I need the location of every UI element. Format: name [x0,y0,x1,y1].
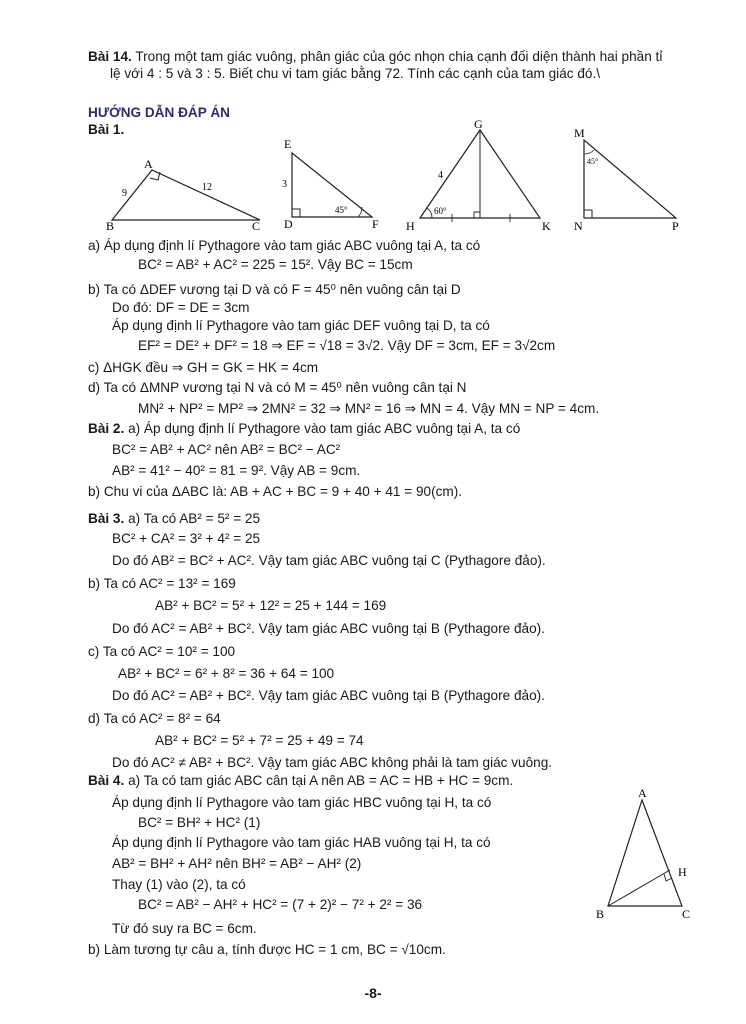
fig2-label-e: E [284,137,292,151]
fig1-side-ac: 12 [202,182,212,193]
bai1-a2: BC² = AB² + AC² = 225 = 15². Vậy BC = 15cm [138,257,413,272]
fig4-label-n: N [574,219,583,232]
fig3-label-g: G [474,118,483,131]
fig2-label-d: D [284,217,293,230]
fig4-label-m: M [574,126,585,140]
fig5-label-c: C [682,907,691,921]
bai1-b2: Do đó: DF = DE = 3cm [112,300,250,315]
bai2-b1: b) Chu vi của ΔABC là: AB + AC + BC = 9 + 40 + 41 = 90(cm). [88,484,463,499]
fig1-label-b: B [106,219,115,232]
figure-triangle-def [280,135,390,230]
bai4-a3: BC² = BH² + HC² (1) [138,815,261,830]
figure-triangle-hgk [400,118,560,234]
bai1-d2: MN² + NP² = MP² ⇒ 2MN² = 32 ⇒ MN² = 16 ⇒ MN = 4. Vậy MN = NP = 4cm. [138,401,600,416]
bai3-c1: c) Ta có AC² = 10² = 100 [88,644,236,659]
bai14-line1 [88,48,662,65]
bai1-b3: Áp dụng định lí Pythagore vào tam giác DEF vuông tại D, ta có [112,318,490,333]
fig3-label-k: K [542,219,551,233]
bai2-a3: AB² = 41² − 40² = 81 = 9². Vậy AB = 9cm. [112,463,361,478]
bai3-c3: Do đó AC² = AB² + BC². Vậy tam giác ABC vuông tại B (Pythagore đảo). [112,688,545,703]
bai4-a7: BC² = AB² − AH² + HC² = (7 + 2)² − 7² + 2² = 36 [138,897,423,912]
bai2-a1: a) Áp dụng định lí Pythagore vào tam giác ABC vuông tại A, ta có [128,421,521,436]
bai3-line1 [88,510,260,527]
fig3-angle: 60° [434,206,447,216]
fig5-label-h: H [678,865,687,879]
bai3-b1: b) Ta có AC² = 13² = 169 [88,576,236,591]
fig2-side-de: 3 [282,179,287,190]
bai1-c1: c) ΔHGK đều ⇒ GH = GK = HK = 4cm [88,360,319,375]
page-number: -8- [364,985,382,1001]
bai4-b1: b) Làm tương tự câu a, tính được HC = 1 cm, BC = √10cm. [88,942,446,957]
answer-heading: HƯỚNG DẪN ĐÁP ÁN [88,105,230,120]
fig1-side-ab: 9 [122,188,127,199]
bai3-a1: a) Ta có AB² = 5² = 25 [128,511,261,526]
figure-triangle-mnp [572,124,692,232]
bai14-text1: Trong một tam giác vuông, phân giác của góc nhọn chia cạnh đối diện thành hai phần tỉ [135,49,663,64]
bai4-label: Bài 4. [88,773,125,788]
bai1-a1: a) Áp dụng định lí Pythagore vào tam giác ABC vuông tại A, ta có [88,238,481,253]
bai1-d1: d) Ta có ΔMNP vương tại N và có M = 45⁰ nên vuông cân tại N [88,380,467,395]
bai4-a1: a) Ta có tam giác ABC cân tại A nên AB = AC = HB + HC = 9cm. [128,773,514,788]
bai3-c2: AB² + BC² = 6² + 8² = 36 + 64 = 100 [118,666,335,681]
bai3-a3: Do đó AB² = BC² + AC². Vậy tam giác ABC vuông tại C (Pythagore đảo). [112,553,546,568]
bai1-b1: b) Ta có ΔDEF vương tại D và có F = 45⁰ nên vuông cân tại D [88,282,461,297]
bai3-a2: BC² + CA² = 3² + 4² = 25 [112,531,261,546]
fig4-angle: 45° [587,157,599,166]
bai4-a6: Thay (1) vào (2), ta có [112,877,246,892]
bai4-a2: Áp dụng định lí Pythagore vào tam giác HBC vuông tại H, ta có [112,795,492,810]
figure-triangle-abc-isosceles [590,788,700,924]
bai4-a5: AB² = BH² + AH² nên BH² = AB² − AH² (2) [112,856,362,871]
bai4-a8: Từ đó suy ra BC = 6cm. [112,921,257,936]
figure-triangle-abc [100,150,270,232]
fig3-label-h: H [406,219,415,233]
fig2-label-f: F [372,217,379,230]
bai4-line1 [88,772,513,789]
bai3-b3: Do đó AC² = AB² + BC². Vậy tam giác ABC vuông tại B (Pythagore đảo). [112,621,545,636]
fig4-label-p: P [672,219,679,232]
fig3-side-gh: 4 [438,170,443,181]
bai2-line1 [88,420,520,437]
bai3-d1: d) Ta có AC² = 8² = 64 [88,711,221,726]
bai3-b2: AB² + BC² = 5² + 12² = 25 + 144 = 169 [155,598,387,613]
bai3-d2: AB² + BC² = 5² + 7² = 25 + 49 = 74 [155,733,364,748]
bai1-b4: EF² = DE² + DF² = 18 ⇒ EF = √18 = 3√2. Vậy DF = 3cm, EF = 3√2cm [138,338,556,353]
bai3-d3: Do đó AC² ≠ AB² + BC². Vậy tam giác ABC không phải là tam giác vuông. [112,755,553,770]
bai3-label: Bài 3. [88,511,125,526]
fig5-label-b: B [596,907,605,921]
fig1-label-a: A [144,157,153,171]
bai2-a2: BC² = AB² + AC² nên AB² = BC² − AC² [112,442,341,457]
fig2-angle: 45° [335,205,348,215]
bai14-line2: lệ với 4 : 5 và 3 : 5. Biết chu vi tam giác bằng 72. Tính các cạnh của tam giác đó.\ [110,66,600,81]
bai14-label: Bài 14. [88,49,132,64]
bai2-label: Bài 2. [88,421,125,436]
bai1-label: Bài 1. [88,122,125,137]
fig5-label-a: A [638,788,647,800]
bai4-a4: Áp dụng định lí Pythagore vào tam giác HAB vuông tại H, ta có [112,835,491,850]
fig1-label-c: C [252,219,261,232]
